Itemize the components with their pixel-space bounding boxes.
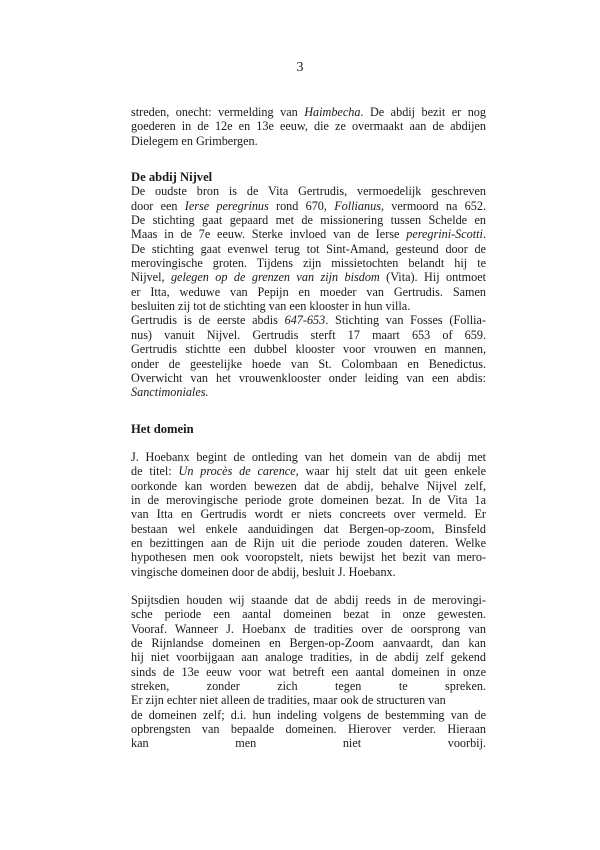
text-line: en bezittingen aan de Rijn uit die periode zouden dateren. Welke [131, 535, 486, 550]
text-line: Sanctimoniales. [131, 385, 209, 400]
text-line: besluiten zij tot de stichting van een klooster in hun villa. [131, 299, 411, 314]
paragraph-intro [131, 105, 486, 148]
paragraph-nijvel [131, 184, 486, 399]
text-line: Spijtsdien houden wij staande dat de abdij reeds in de merovingi- [131, 592, 486, 607]
text-line: opbrengsten van bepaalde domeinen. Hierover verder. Hieraan [131, 722, 486, 737]
text-line: kan men niet voorbij. [131, 736, 486, 751]
text-line: De oudste bron is de Vita Gertrudis, vermoedelijk geschreven [131, 184, 486, 199]
text-line: de domeinen zelf; d.i. hun indeling volgens de bestemming van de [131, 707, 486, 722]
text-line: Gertrudis is de eerste abdis 647-653. Stichting van Fosses (Follia- [131, 313, 486, 328]
text-line: hypothesen men ook vooropstelt, niets bewijst het bezit van mero- [131, 550, 486, 565]
text-line: merovingische groten. Tijdens zijn missietochten belandt hij te [131, 256, 486, 271]
text-line: hij niet voorbijgaan aan analoge tradities, in de abdij zelf gekend [131, 650, 486, 665]
text-line: J. Hoebanx begint de ontleding van het domein van de abdij met [131, 449, 486, 464]
paragraph-domein-2 [131, 593, 486, 751]
text-line: Vooraf. Wanneer J. Hoebanx de tradities over de oorsprong van [131, 621, 486, 636]
text-line: streken, zonder zich tegen te spreken. [131, 679, 486, 694]
text-line: Er zijn echter niet alleen de tradities, maar ook de structuren van [131, 693, 446, 708]
text-line: Overwicht van het vrouwenklooster onder leiding van een abdis: [131, 370, 486, 385]
text-line: streden, onecht: vermelding van Haimbecha. De abdij bezit er nog [131, 105, 486, 119]
text-line: sche periode een aantal domeinen bezat in onze gewesten. [131, 607, 486, 622]
text-line: onder de geestelijke hoede van St. Colombaan en Benedictus. [131, 356, 486, 371]
section-heading-nijvel: De abdij Nijvel [131, 170, 213, 185]
text-line: Maas in de 7e eeuw. Sterke invloed van de Ierse peregrini-Scotti. [131, 227, 486, 242]
text-line: Nijvel, gelegen op de grenzen van zijn bisdom (Vita). Hij ontmoet [131, 270, 486, 285]
section-heading-domein: Het domein [131, 421, 194, 436]
text-line: Dielegem en Grimbergen. [131, 133, 258, 148]
paragraph-domein-1 [131, 450, 486, 579]
text-line: goederen in de 12e en 13e eeuw, die ze overmaakt aan de abdijen [131, 119, 486, 134]
text-line: er Itta, weduwe van Pepijn en moeder van Gertrudis. Samen [131, 284, 486, 299]
text-line: vingische domeinen door de abdij, besluit J. Hoebanx. [131, 564, 396, 579]
text-line: bestaan wel enkele aanduidingen dat Bergen-op-zoom, Binsfeld [131, 521, 486, 536]
text-line: Gertrudis stichtte een dubbel klooster voor vrouwen en mannen, [131, 342, 486, 357]
text-line: de titel: Un procès de carence, waar hij stelt dat uit geen enkele [131, 464, 486, 479]
page-number: 3 [296, 60, 304, 75]
text-line: door een Ierse peregrinus rond 670, Follianus, vermoord na 652. [131, 198, 486, 213]
text-line: de Rijnlandse domeinen en Bergen-op-Zoom aanvaardt, dan kan [131, 636, 486, 650]
text-line: De stichting gaat gepaard met de missionering tussen Schelde en [131, 213, 486, 228]
text-line: in de merovingische periode grote domeinen bezat. In de Vita 1a [131, 492, 486, 507]
text-line: De stichting gaat evenwel terug tot Sint-Amand, gesteund door de [131, 241, 486, 256]
text-line: oorkonde kan worden bewezen dat de abdij, behalve Nijvel zelf, [131, 478, 486, 493]
text-line: nus) vanuit Nijvel. Gertrudis sterft 17 maart 653 of 659. [131, 327, 486, 342]
text-line: van Itta en Gertrudis wordt er niets concreets over vermeld. Er [131, 507, 486, 522]
text-line: sinds de 13e eeuw voor wat betreft een aantal domeinen in onze [131, 664, 486, 679]
page-body [131, 105, 486, 751]
